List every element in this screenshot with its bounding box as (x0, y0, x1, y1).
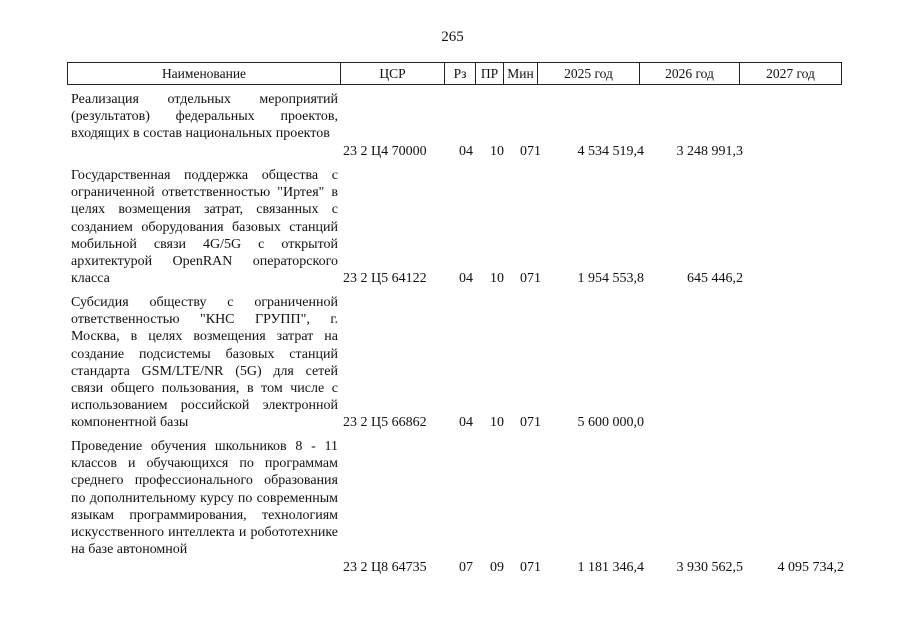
row-2026: 645 446,2 (687, 271, 743, 286)
row-rz: 04 (459, 415, 473, 430)
row-csr: 23 2 Ц4 70000 (343, 144, 427, 159)
row-2026: 3 248 991,3 (676, 144, 743, 159)
row-pr: 10 (490, 144, 504, 159)
row-pr: 10 (490, 415, 504, 430)
row-min: 071 (520, 560, 541, 575)
row-pr: 09 (490, 560, 504, 575)
row-2025: 4 534 519,4 (577, 144, 644, 159)
row-2027: 4 095 734,2 (777, 560, 844, 575)
row-rz: 04 (459, 144, 473, 159)
row-min: 071 (520, 144, 541, 159)
header-min: Мин (504, 63, 538, 85)
header-rz: Рз (445, 63, 476, 85)
header-2027: 2027 год (740, 63, 842, 85)
row-name: Реализация отдельных мероприятий (результатов) федеральных проектов, входящих в состав национальных проектов (71, 92, 338, 142)
row-csr: 23 2 Ц8 64735 (343, 560, 427, 575)
row-name: Субсидия обществу с ограниченной ответственностью "КНС ГРУПП", г. Москва, в целях возмещения затрат на создание подсистемы базовых станций стандарта GSM/LTE/NR (5G) для сетей связи общего пользования, в том числе с использованием российской электронной компонентной базы (71, 295, 338, 431)
row-2026: 3 930 562,5 (676, 560, 743, 575)
row-2025: 1 181 346,4 (577, 560, 644, 575)
header-pr: ПР (476, 63, 504, 85)
row-min: 071 (520, 415, 541, 430)
header-csr: ЦСР (341, 63, 445, 85)
row-csr: 23 2 Ц5 64122 (343, 271, 427, 286)
row-2025: 5 600 000,0 (577, 415, 644, 430)
row-rz: 04 (459, 271, 473, 286)
row-name: Проведение обучения школьников 8 - 11 классов и обучающихся по программам среднего профессионального образования по дополнительному курсу по современным языкам программирования, технологиям искусственного интеллекта и робототехнике на базе автономной (71, 439, 338, 558)
header-2026: 2026 год (640, 63, 740, 85)
row-name: Государственная поддержка общества с ограниченной ответственностью "Иртея" в целях возмещения затрат, связанных с созданием оборудования базовых станций мобильной связи 4G/5G с открытой архитектурой OpenRAN операторского класса (71, 168, 338, 287)
row-csr: 23 2 Ц5 66862 (343, 415, 427, 430)
header-name: Наименование (68, 63, 341, 85)
table-header (67, 62, 842, 85)
header-row (68, 63, 842, 85)
row-rz: 07 (459, 560, 473, 575)
row-2025: 1 954 553,8 (577, 271, 644, 286)
page-number: 265 (441, 29, 464, 45)
row-min: 071 (520, 271, 541, 286)
row-pr: 10 (490, 271, 504, 286)
header-2025: 2025 год (538, 63, 640, 85)
